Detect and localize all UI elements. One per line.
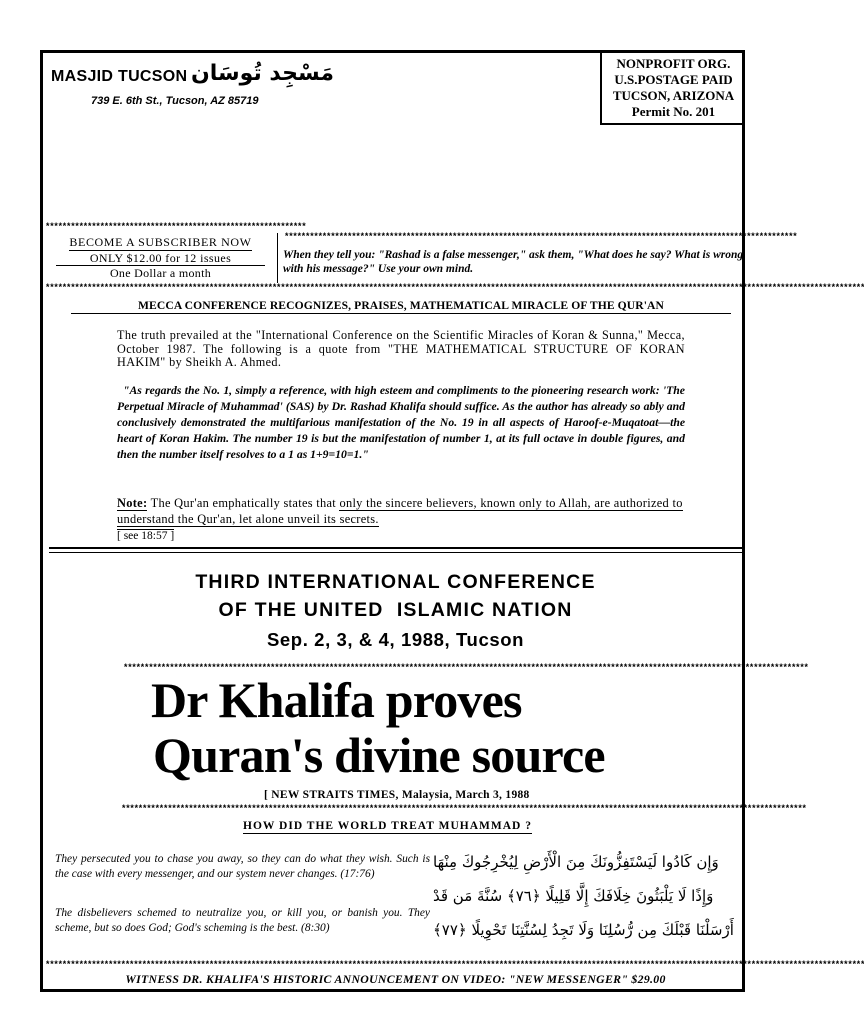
subscribe-monthly: One Dollar a month: [109, 266, 212, 280]
mecca-quote: "As regards the No. 1, simply a reference, with high esteem and compliments to the pioneering research work: 'The Perpetual Miracle of Muhammad' (SAS) by Dr. Rashad Khalifa should suffice. As the author has already so ably and conclusively demonstrated the multifarious manifestation of the No. 19 in all aspects of Haroof-e-Muqatoat—the heart of Koran Hakim. The number 19 is but the manifestation of number 1, at its full octave in double figures, and then the number itself resolves to a 1 as 1+9=10=1.": [117, 384, 685, 461]
subscribe-box[interactable]: [44, 233, 278, 283]
conference-dates: Sep. 2, 3, & 4, 1988, Tucson: [266, 629, 525, 650]
arabic-verse-line3: أَرْسَلْنَا قَبْلَكَ مِن رُّسُلِنَا وَلَا تَجِدُ لِسُنَّتِنَا تَحْوِيلًا ﴿٧٧﴾: [433, 921, 734, 939]
conference-line2: OF THE UNITED ISLAMIC NATION: [218, 599, 573, 621]
false-messenger-text: When they tell you: "Rashad is a false messenger," ask them, "What does he say? What is wrong with his message?" Use your own mind.: [283, 249, 744, 275]
headline-line2: Quran's divine source: [153, 727, 605, 783]
org-name: MASJID TUCSON: [51, 68, 188, 85]
org-name-arabic: مَسْجِد تُوسَان: [191, 61, 334, 86]
mecca-note: [117, 495, 687, 527]
postage-line: U.S.POSTAGE PAID: [614, 72, 733, 87]
mecca-intro: The truth prevailed at the "International Conference on the Scientific Miracles of Koran & Sunna," Mecca, October 1987. The following is a quote from "THE MATHEMATICAL STRUCTURE OF KORAN HAKIM" by Sheikh A. Ahmed.: [117, 328, 685, 369]
world-para2: The disbelievers schemed to neutralize you, or kill you, or banish you. They scheme, but so does God; God's scheming is the best. (8:30): [55, 907, 430, 934]
postage-box: [600, 53, 745, 125]
postage-line: NONPROFIT ORG.: [616, 56, 731, 71]
star-divider: **************************************************************: [45, 222, 306, 232]
video-announcement: WITNESS DR. KHALIFA'S HISTORIC ANNOUNCEMENT ON VIDEO: "NEW MESSENGER" $29.00: [125, 972, 666, 986]
see-reference: [ see 18:57 ]: [117, 530, 175, 542]
note-emphasis: only the sincere believers, known only to Allah, are authorized to understand the Qur'an, let alone unveil its secrets.: [117, 496, 683, 526]
star-divider: **************************************************************************************************************************: [284, 232, 797, 242]
subscribe-title: BECOME A SUBSCRIBER NOW: [69, 235, 252, 249]
postage-line: Permit No. 201: [631, 104, 716, 119]
arabic-verse-line2: وَإِذًا لَا يَلْبَثُونَ خِلَافَكَ إِلَّا قَلِيلًا ﴿٧٦﴾ سُنَّةَ مَن قَدْ: [433, 887, 714, 905]
postage-line: TUCSON, ARIZONA: [612, 88, 735, 103]
star-divider: *******************************************************************************************************************************************************************: [123, 663, 808, 673]
world-para1: They persecuted you to chase you away, so they can do what they wish. Such is the case with every messenger, and our system never changes. (17:76): [55, 853, 430, 880]
address: 739 E. 6th St., Tucson, AZ 85719: [91, 95, 259, 107]
headline-line1: Dr Khalifa proves: [151, 672, 522, 728]
world-title: HOW DID THE WORLD TREAT MUHAMMAD ?: [243, 820, 532, 832]
headline-source: [ NEW STRAITS TIMES, Malaysia, March 3, 1988: [264, 789, 530, 801]
star-divider: ***************************************************************************************************************************************************************************************************: [45, 283, 864, 293]
star-divider: ***************************************************************************************************************************************************************************************************: [45, 960, 864, 970]
newsletter-page: [40, 50, 864, 992]
note-label: Note:: [117, 496, 148, 510]
double-rule: [49, 552, 745, 553]
double-rule: [49, 547, 745, 549]
subscribe-price: ONLY $12.00 for 12 issues: [56, 251, 265, 266]
note-text: The Qur'an emphatically states that: [150, 496, 337, 510]
mecca-headline: MECCA CONFERENCE RECOGNIZES, PRAISES, MATHEMATICAL MIRACLE OF THE QUR'AN: [71, 299, 731, 314]
conference-line1: THIRD INTERNATIONAL CONFERENCE: [195, 571, 596, 593]
star-divider: *******************************************************************************************************************************************************************: [121, 804, 806, 814]
arabic-verse-line1: وَإِن كَادُوا لَيَسْتَفِزُّونَكَ مِنَ الْأَرْضِ لِيُخْرِجُوكَ مِنْهَا: [433, 853, 719, 871]
